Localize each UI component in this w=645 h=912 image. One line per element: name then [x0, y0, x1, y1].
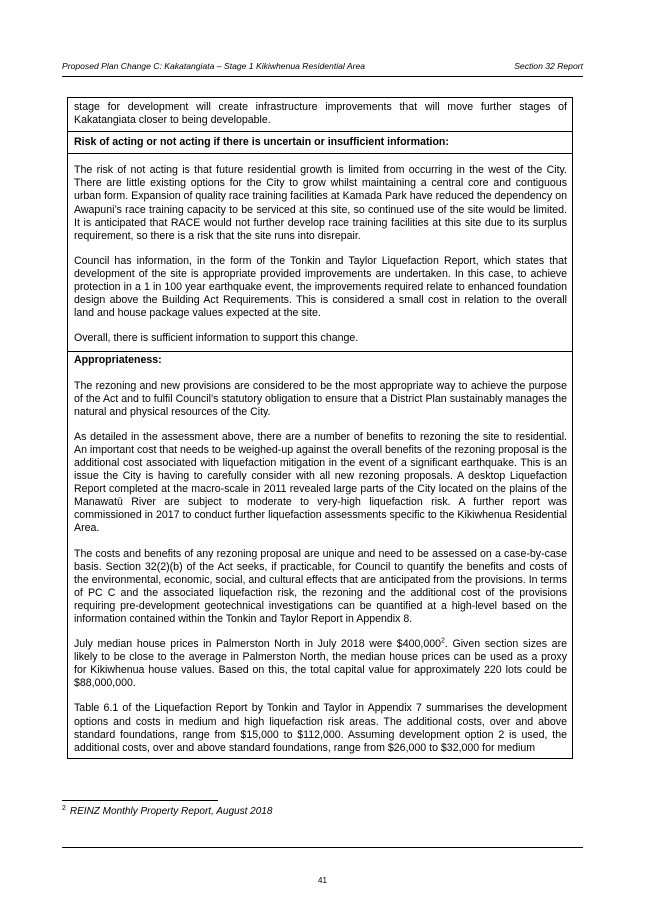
appropriateness-paragraph-3: The costs and benefits of any rezoning proposal are unique and need to be assessed on a case-by-case basis. Section 32(2)(b) of the Act seeks, if practicable, for Council to quantify the benefits and costs of the environmental, economic, social, and cultural effects that are anticipated from the provisions. In terms of PC C and the associated liquefaction risk, the rezoning and the additional cost of the provisions requiring pre-development geotechnical investigations can be quantified at a high-level based on the information contained within the Tonkin and Taylor Report in Appendix 8.	[74, 547, 567, 625]
footnote-text: REINZ Monthly Property Report, August 2018	[69, 806, 273, 817]
appropriateness-paragraph-5: Table 6.1 of the Liquefaction Report by Tonkin and Taylor in Appendix 7 summarises the development options and costs in medium and high liquefaction risk areas. The additional costs, over and above standard foundations, range from $15,000 to $112,000. Assuming development option 2 is used, the additional costs, over and above standard foundations, range from $26,000 to $32,000 for medium	[74, 702, 567, 754]
footnote-ref: 2	[441, 637, 445, 645]
risk-heading-cell	[68, 132, 572, 154]
footnote-rule	[62, 800, 218, 801]
appropriateness-heading: Appropriateness:	[74, 354, 162, 367]
risk-body-cell	[68, 154, 572, 352]
appropriateness-paragraph-1: The rezoning and new provisions are considered to be the most appropriate way to achieve the purpose of the Act and to fulfil Council’s statutory obligation to ensure that a District Plan sustainably manages the natural and physical resources of the City.	[74, 379, 567, 418]
intro-paragraph: stage for development will create infrastructure improvements that will move further stages of Kakatangiata closer to being developable.	[74, 101, 567, 127]
house-price-text: July median house prices in Palmerston North in July 2018 were $400,000	[74, 638, 441, 651]
house-price-text-rest: . Given section sizes are likely to be close to the average in Palmerston North, the median house prices can be used as a proxy for Kikiwhenua house values. Based on this, the total capital value for approximately 220 lots could be $88,000,000.	[74, 638, 567, 690]
running-header	[62, 61, 583, 71]
risk-heading: Risk of acting or not acting if there is uncertain or insufficient information:	[74, 136, 449, 149]
footnote	[62, 806, 272, 817]
assessment-table	[67, 97, 573, 759]
appropriateness-paragraph-2: As detailed in the assessment above, there are a number of benefits to rezoning the site to residential. An important cost that needs to be weighed-up against the overall benefits of the rezoning proposal is the additional cost associated with liquefaction mitigation in the event of a significant earthquake. This is an issue the City is having to carefully consider with all new rezoning proposals. A desktop Liquefaction Report completed at the macro-scale in 2011 revealed large parts of the City located on the plains of the Manawatū River are subject to moderate to very-high liquefaction risk. A further report was commissioned in 2017 to conduct further liquefaction assessments specific to the Kikiwhenua Residential Area.	[74, 430, 567, 535]
risk-paragraph-1: The risk of not acting is that future residential growth is limited from occurring in the west of the City. There are little existing options for the City to grow whilst maintaining a central core and contiguous urban form. Expansion of quality race training facilities at Kamada Park have reduced the dependency on Awapuni’s race training capacity to be serviced at this site, so continued use of the site would be limited. It is anticipated that RACE would not further develop race training facilities at this site due to its surplus requirement, so there is a risk that the site runs into disrepair.	[74, 164, 567, 242]
page-number: 41	[318, 876, 327, 885]
header-title: Proposed Plan Change C: Kakatangiata – Stage 1 Kikiwhenua Residential Area	[62, 61, 366, 71]
footnote-number: 2	[62, 804, 66, 812]
footer-rule	[62, 847, 583, 848]
appropriateness-cell	[68, 352, 572, 757]
header-section: Section 32 Report	[514, 61, 583, 71]
intro-cell	[68, 98, 572, 132]
risk-paragraph-2: Council has information, in the form of the Tonkin and Taylor Liquefaction Report, which states that development of the site is appropriate provided improvements are undertaken. In this case, to achieve protection in a 1 in 100 year earthquake event, the improvements required relate to enhanced foundation design above the Building Act Requirements. This is considered a small cost in relation to the overall land and house package values expected at the site.	[74, 254, 567, 320]
appropriateness-paragraph-4	[74, 638, 567, 690]
header-rule	[62, 76, 583, 77]
risk-paragraph-3: Overall, there is sufficient information to support this change.	[74, 332, 359, 345]
